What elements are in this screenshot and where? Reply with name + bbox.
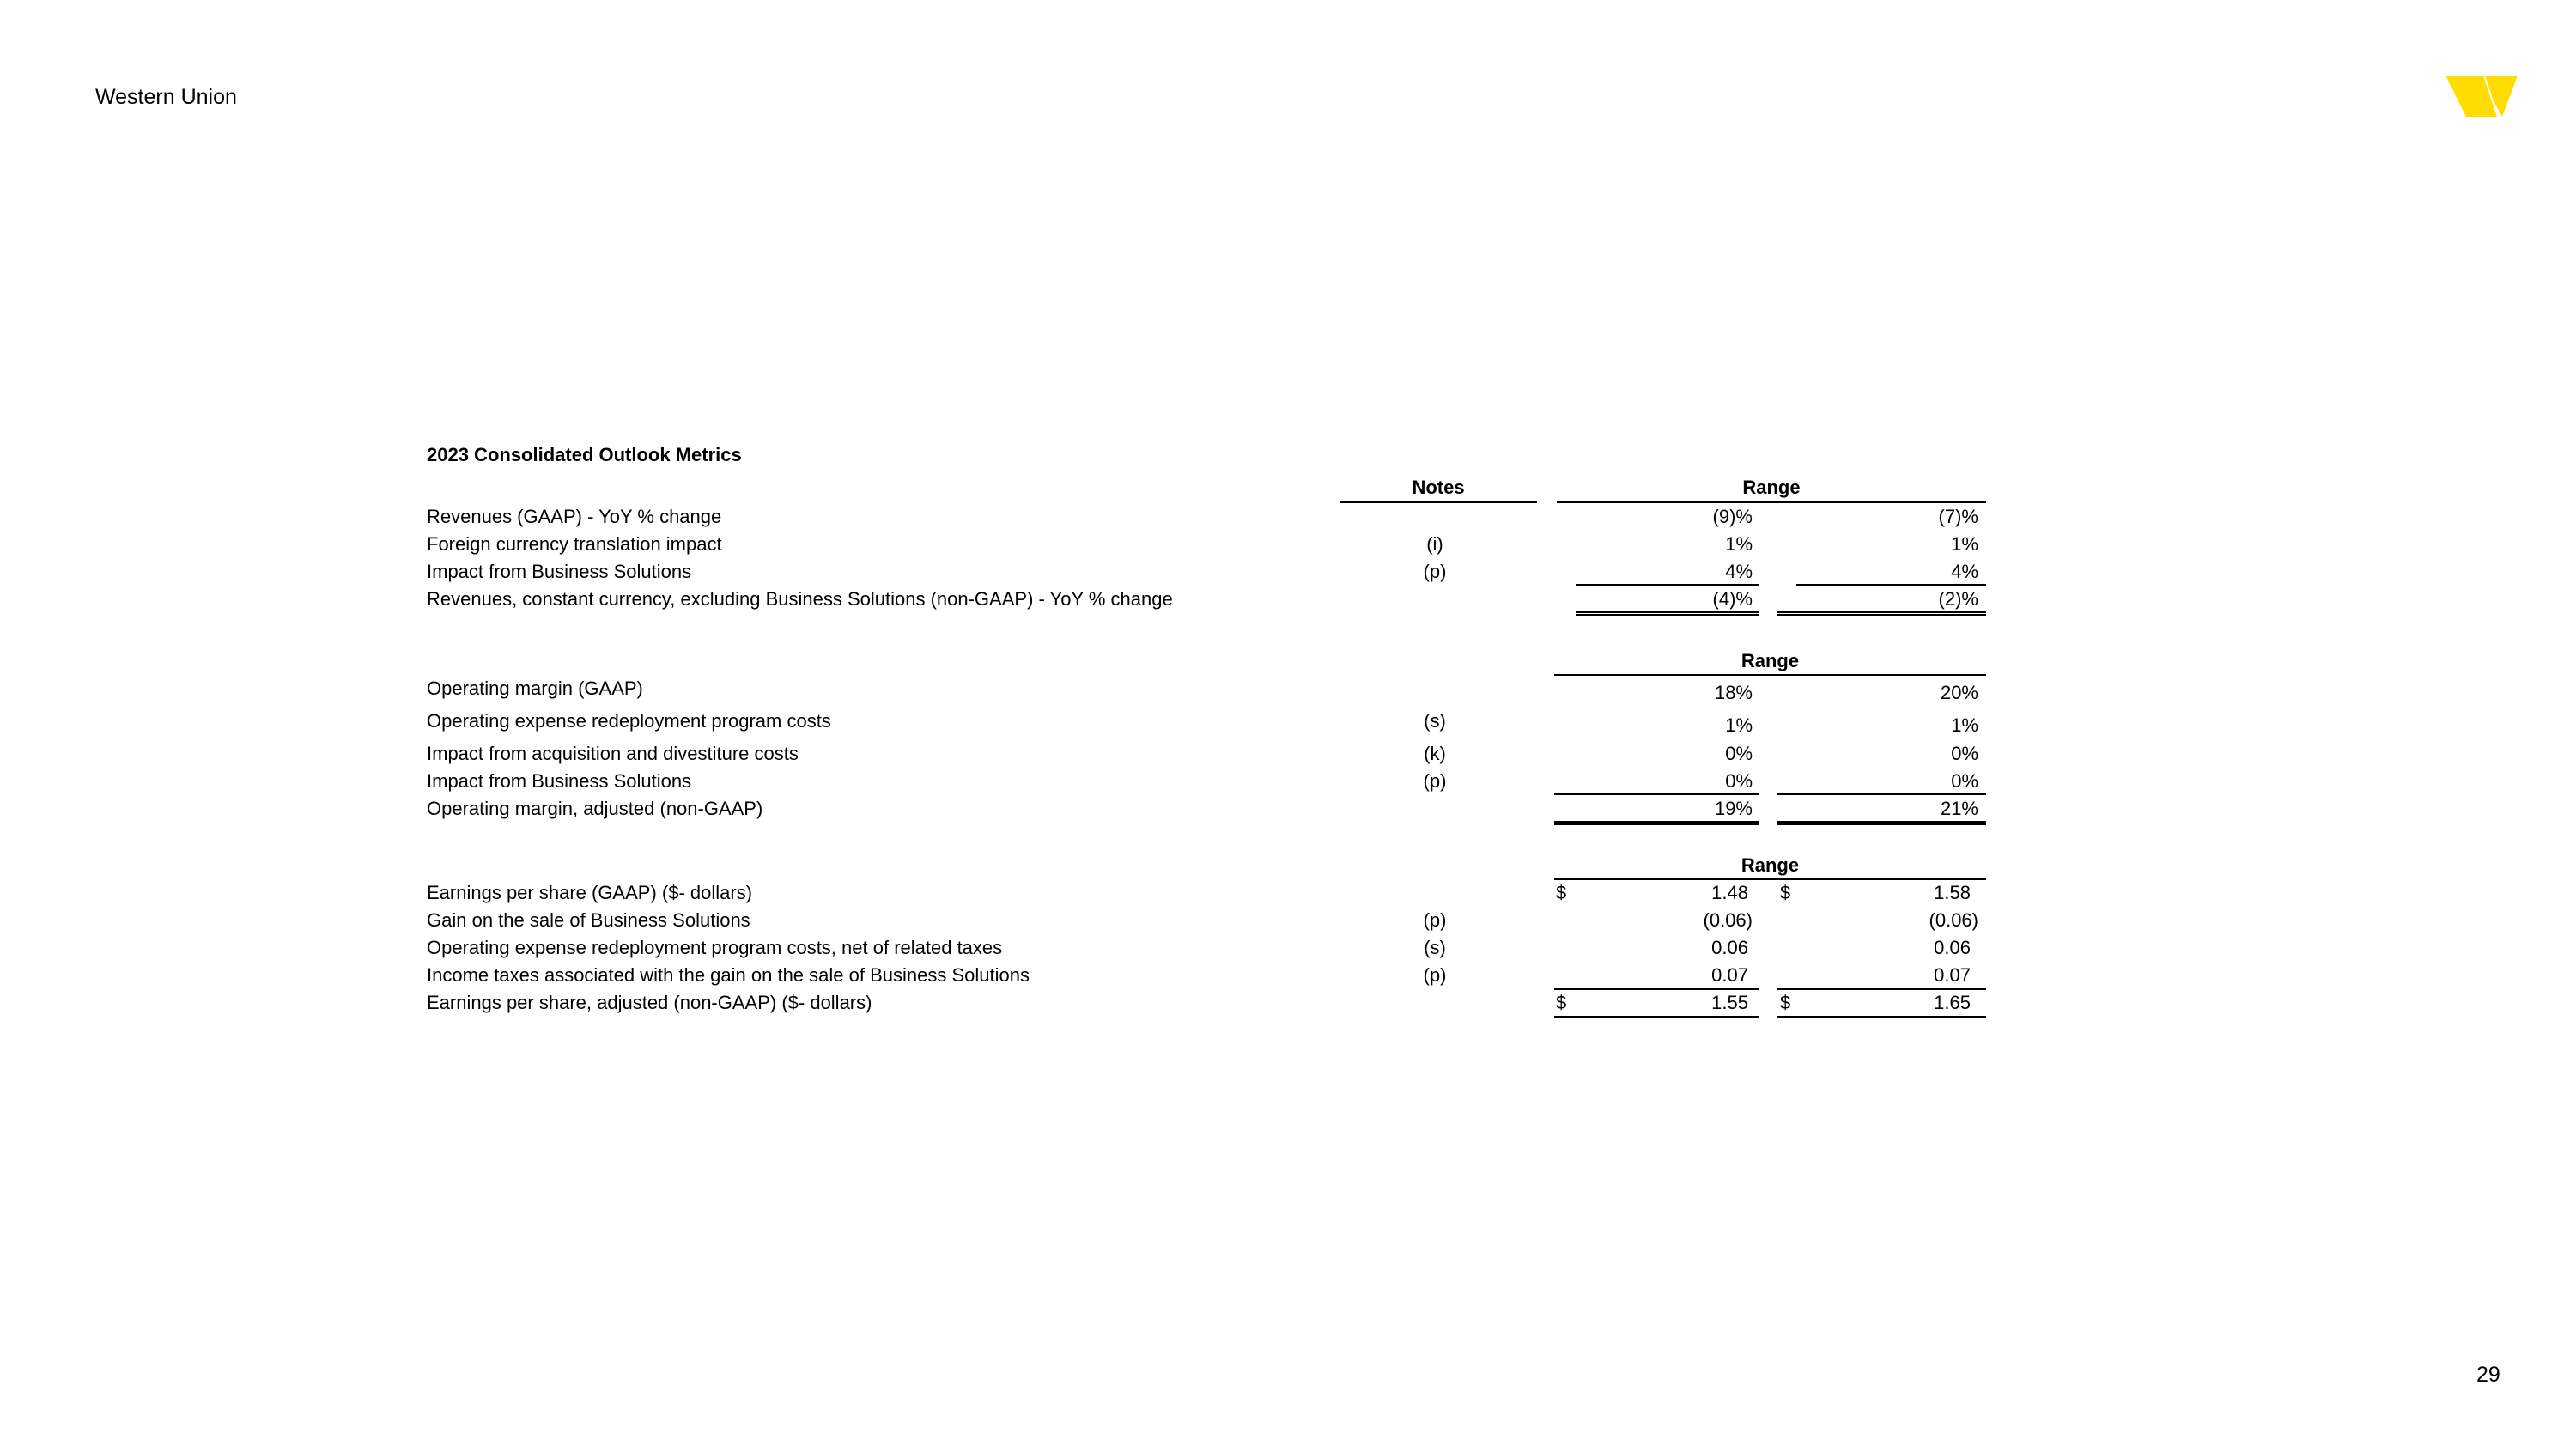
table-title: 2023 Consolidated Outlook Metrics <box>427 444 742 465</box>
currency-symbol: $ <box>1556 882 1567 903</box>
row-note: (p) <box>1423 909 1447 931</box>
currency-symbol: $ <box>1780 992 1791 1013</box>
range-low-value: 1% <box>1725 533 1753 555</box>
range-header-eps: Range <box>1741 854 1800 876</box>
table-row <box>0 503 2576 531</box>
range-low-value: 1% <box>1725 714 1753 736</box>
total-double-rule <box>1576 611 1759 616</box>
range-low-value: (0.06) <box>1703 909 1753 931</box>
row-label: Revenues (GAAP) - YoY % change <box>427 506 722 527</box>
row-label: Operating expense redeployment program costs <box>427 710 831 732</box>
row-note: (i) <box>1426 533 1443 555</box>
range-high-value: 21% <box>1940 798 1978 819</box>
range-low-value: 19% <box>1714 798 1753 819</box>
range-high-value: 0.06 <box>1934 937 1971 958</box>
table-row <box>0 740 2576 768</box>
row-note: (s) <box>1424 710 1446 732</box>
range-low-value: 0% <box>1725 770 1753 792</box>
range-high-value: 1% <box>1951 533 1978 555</box>
table-row <box>0 586 2576 613</box>
range-high-value: (7)% <box>1938 506 1978 527</box>
row-label: Operating margin (GAAP) <box>427 677 643 699</box>
total-double-rule <box>1777 821 1986 825</box>
row-note: (p) <box>1423 770 1447 792</box>
range-high-value: 1.65 <box>1934 992 1971 1013</box>
row-label: Income taxes associated with the gain on the sale of Business Solutions <box>427 964 1030 986</box>
range-header-revenue: Range <box>1742 477 1801 498</box>
range-high-value: 4% <box>1951 561 1978 582</box>
page-number: 29 <box>2476 1363 2500 1387</box>
total-rule <box>1554 1016 1759 1018</box>
range-low-value: (9)% <box>1712 506 1753 527</box>
notes-header: Notes <box>1412 477 1465 498</box>
range-high-value: (0.06) <box>1929 909 1978 931</box>
range-low-value: 0% <box>1725 743 1753 764</box>
range-high-value: 20% <box>1940 682 1978 703</box>
table-row <box>0 558 2576 586</box>
table-row <box>0 934 2576 962</box>
row-note: (p) <box>1423 964 1447 986</box>
western-union-logo-icon <box>2445 76 2518 117</box>
row-label: Operating margin, adjusted (non-GAAP) <box>427 798 763 819</box>
range-low-value: 0.07 <box>1711 964 1748 986</box>
range-header-margin: Range <box>1741 650 1800 671</box>
range-low-value: (4)% <box>1712 588 1753 610</box>
row-label: Earnings per share, adjusted (non-GAAP) ($- dollars) <box>427 992 872 1013</box>
currency-symbol: $ <box>1780 882 1791 903</box>
range-low-value: 0.06 <box>1711 937 1748 958</box>
total-double-rule <box>1554 821 1759 825</box>
range-high-value: 0% <box>1951 770 1978 792</box>
row-label: Impact from Business Solutions <box>427 770 692 792</box>
range-low-value: 4% <box>1725 561 1753 582</box>
table-row <box>0 768 2576 795</box>
range-high-value: 1.58 <box>1934 882 1971 903</box>
row-label: Foreign currency translation impact <box>427 533 722 555</box>
row-label: Gain on the sale of Business Solutions <box>427 909 750 931</box>
row-note: (p) <box>1423 561 1447 582</box>
table-row <box>0 879 2576 907</box>
range-low-value: 18% <box>1714 682 1753 703</box>
total-rule <box>1777 1016 1986 1018</box>
row-label: Revenues, constant currency, excluding Business Solutions (non-GAAP) - YoY % change <box>427 588 1173 610</box>
table-row <box>0 675 2576 702</box>
table-row <box>0 708 2576 735</box>
table-row <box>0 907 2576 934</box>
row-label: Operating expense redeployment program costs, net of related taxes <box>427 937 1003 958</box>
table-row <box>0 531 2576 558</box>
brand-name: Western Union <box>95 85 237 109</box>
range-high-value: 1% <box>1951 714 1978 736</box>
total-double-rule <box>1777 611 1986 616</box>
table-row <box>0 795 2576 823</box>
table-row <box>0 989 2576 1017</box>
range-low-value: 1.48 <box>1711 882 1748 903</box>
row-label: Impact from Business Solutions <box>427 561 692 582</box>
row-label: Earnings per share (GAAP) ($- dollars) <box>427 882 753 903</box>
row-note: (k) <box>1424 743 1446 764</box>
range-high-value: (2)% <box>1938 588 1978 610</box>
range-low-value: 1.55 <box>1711 992 1748 1013</box>
table-row <box>0 962 2576 989</box>
currency-symbol: $ <box>1556 992 1567 1013</box>
row-label: Impact from acquisition and divestiture costs <box>427 743 799 764</box>
row-note: (s) <box>1424 937 1446 958</box>
range-high-value: 0% <box>1951 743 1978 764</box>
range-high-value: 0.07 <box>1934 964 1971 986</box>
